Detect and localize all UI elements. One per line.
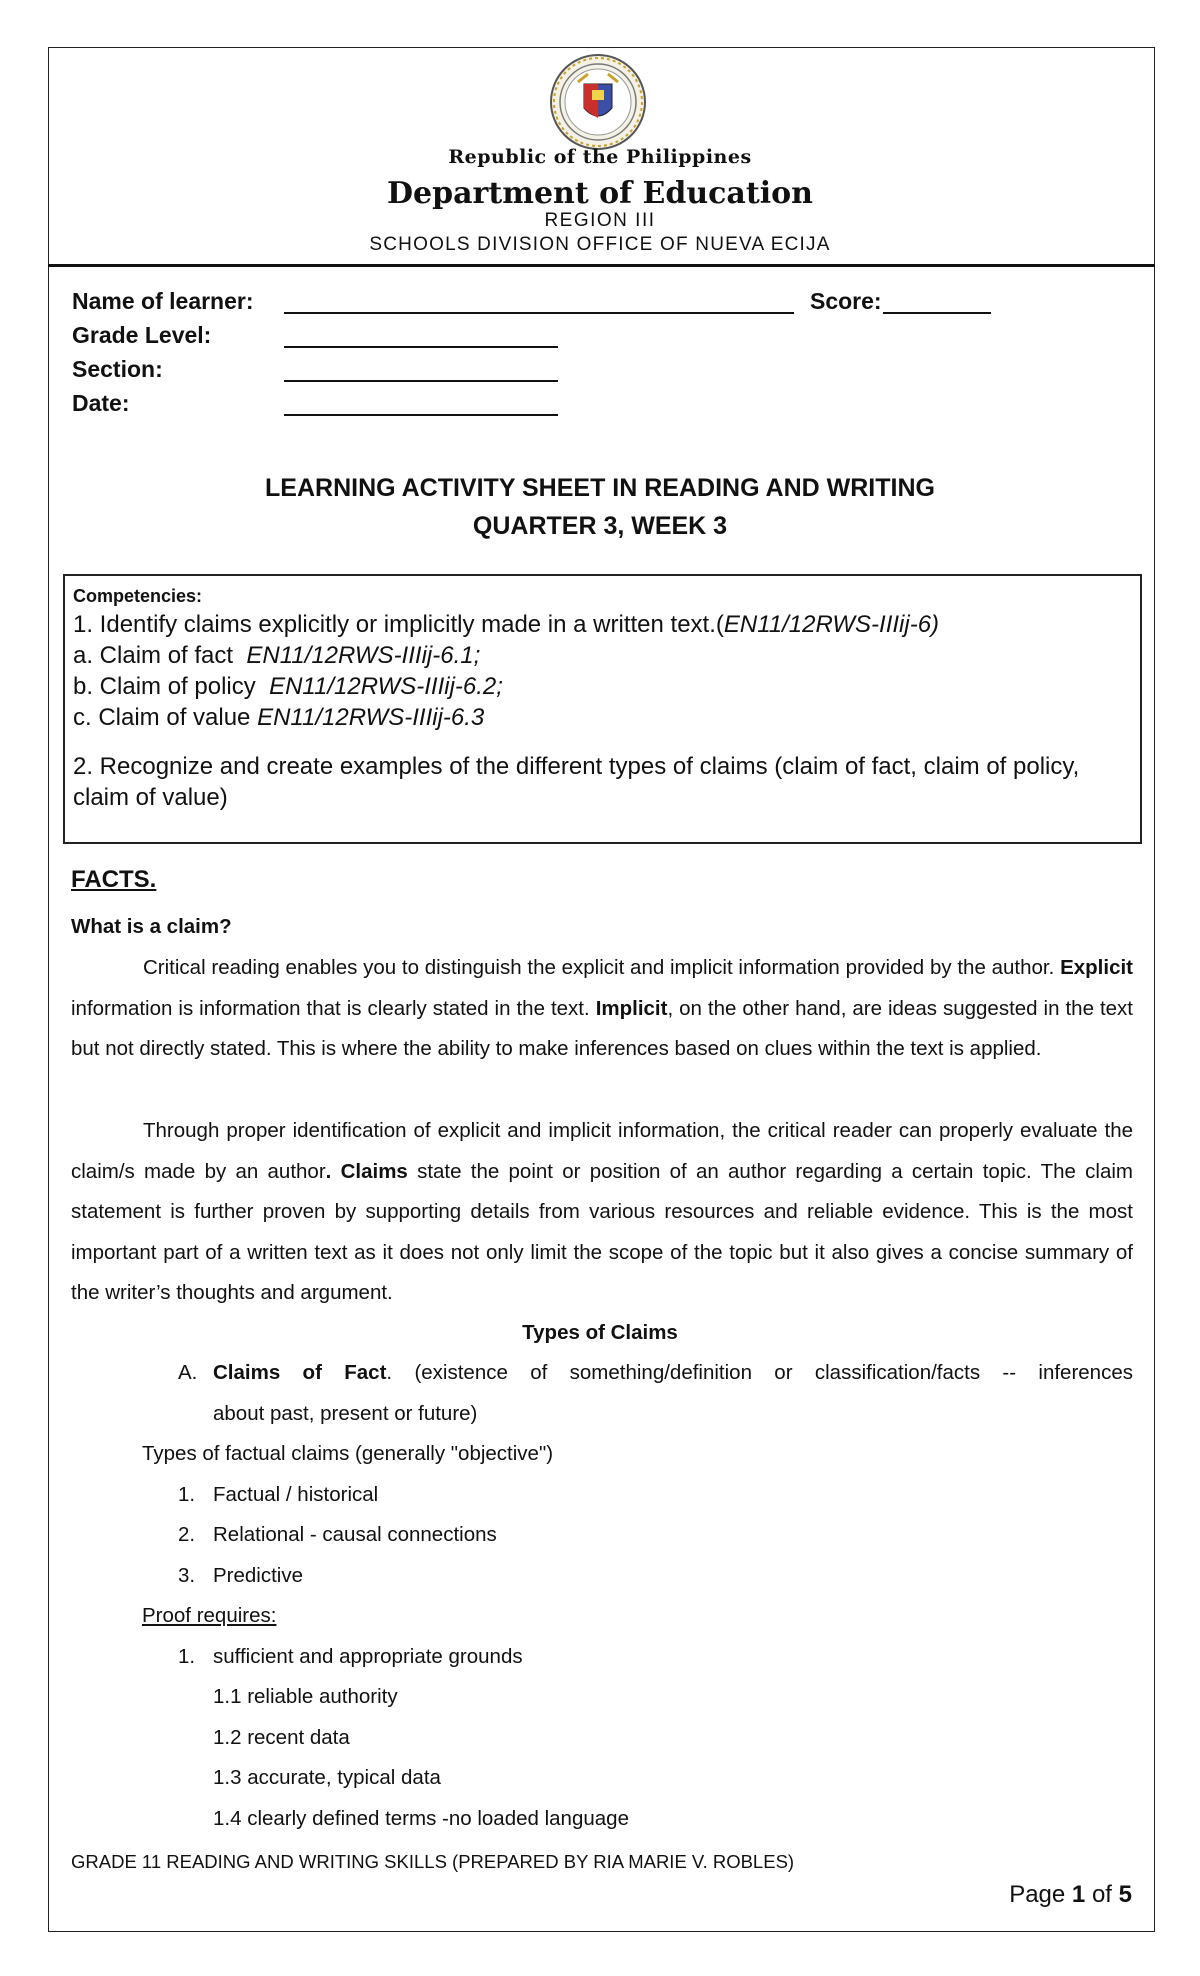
proof-subitem-3: 1.3 accurate, typical data [213, 1766, 441, 1789]
competency-1: 1. Identify claims explicitly or implicitly made in a written text.(EN11/12RWS-IIIij-6) [73, 611, 940, 638]
sheet-subtitle: QUARTER 3, WEEK 3 [472, 512, 728, 540]
deped-seal-icon [548, 52, 648, 152]
factual-claims-intro: Types of factual claims (generally "objective") [142, 1442, 554, 1465]
competency-1b: b. Claim of policy EN11/12RWS-IIIij-6.2; [73, 673, 503, 700]
factual-item-1-number: 1. [178, 1483, 196, 1506]
date-field[interactable] [284, 414, 558, 416]
factual-item-2-number: 2. [178, 1523, 196, 1546]
grade-field[interactable] [284, 346, 558, 348]
proof-subitem-1: 1.1 reliable authority [213, 1685, 398, 1708]
proof-label: Proof requires: [142, 1604, 277, 1627]
paragraph-1: Critical reading enables you to distinguish the explicit and implicit information provided by the author. Explicit information is information that is clearly stated in the text. Implicit, on the other hand, are ideas suggested in the text but not directly stated. This is where the ability to make inferences based on clues within the text is applied. [71, 956, 1133, 1060]
section-field[interactable] [284, 380, 558, 382]
score-field[interactable] [883, 312, 991, 314]
competencies-box [63, 574, 1142, 844]
sdo-label: SCHOOLS DIVISION OFFICE OF NUEVA ECIJA [369, 234, 831, 255]
factual-item-2: Relational - causal connections [213, 1523, 497, 1546]
factual-item-1: Factual / historical [213, 1483, 379, 1506]
types-heading: Types of Claims [522, 1321, 678, 1344]
name-label: Name of learner: [72, 288, 254, 314]
page-number: Page 1 of 5 [1009, 1881, 1132, 1908]
paragraph-2: Through proper identification of explicit and implicit information, the critical reader can properly evaluate the claim/s made by an author. Claims state the point or position of an author regarding a certain topic. The claim statement is further proven by supporting details from various resources and reliable evidence. This is the most important part of a written text as it does not only limit the scope of the topic but it also gives a concise summary of the writer’s thoughts and argument. [71, 1119, 1133, 1304]
factual-item-3: Predictive [213, 1564, 304, 1587]
republic-label: Republic of the Philippines [448, 146, 752, 168]
competency-1a: a. Claim of fact EN11/12RWS-IIIij-6.1; [73, 642, 481, 669]
claim-a-continued: about past, present or future) [213, 1402, 478, 1425]
region-label: REGION III [544, 210, 656, 231]
grade-label: Grade Level: [72, 322, 212, 348]
proof-subitem-2: 1.2 recent data [213, 1726, 350, 1749]
footer-text: GRADE 11 READING AND WRITING SKILLS (PREPARED BY RIA MARIE V. ROBLES) [71, 1851, 795, 1872]
facts-heading: FACTS. [71, 866, 157, 893]
score-label: Score: [810, 288, 882, 314]
section-label: Section: [72, 356, 163, 382]
date-label: Date: [72, 390, 130, 416]
claim-a-marker: A. [178, 1361, 198, 1384]
claim-a-text: Claims of Fact. (existence of something/definition or classification/facts -- inferences [213, 1361, 1133, 1384]
proof-item-number: 1. [178, 1645, 196, 1668]
competencies-heading: Competencies: [73, 586, 203, 606]
competency-1c: c. Claim of value EN11/12RWS-IIIij-6.3 [73, 704, 485, 731]
sheet-title: LEARNING ACTIVITY SHEET IN READING AND WRITING [265, 474, 935, 502]
competency-2: 2. Recognize and create examples of the different types of claims (claim of fact, claim of policy, claim of value) [73, 753, 1080, 811]
factual-item-3-number: 3. [178, 1564, 196, 1587]
proof-item: sufficient and appropriate grounds [213, 1645, 523, 1668]
proof-subitem-4: 1.4 clearly defined terms -no loaded language [213, 1807, 629, 1830]
header-divider [48, 264, 1155, 267]
department-label: Department of Education [387, 176, 813, 211]
claim-question: What is a claim? [71, 915, 232, 938]
name-field[interactable] [284, 312, 794, 314]
